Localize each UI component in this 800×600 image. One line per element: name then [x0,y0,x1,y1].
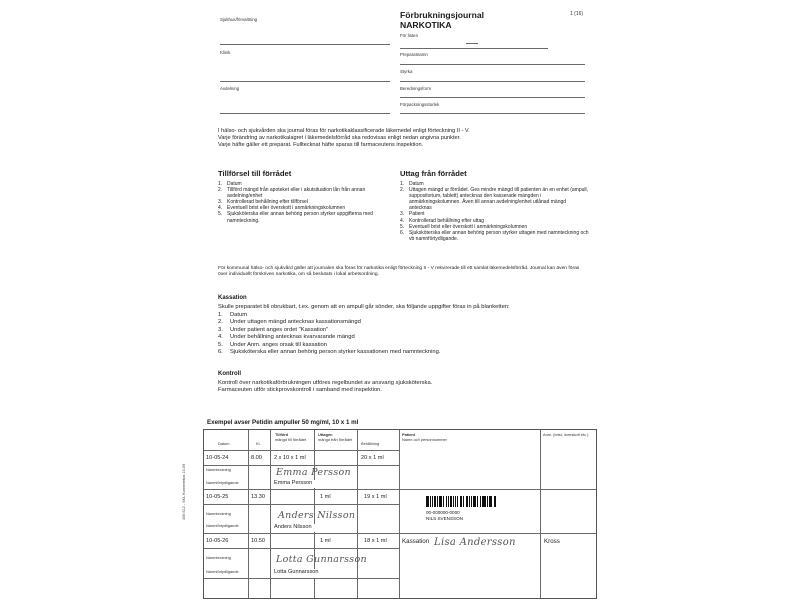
row3-signature: Lotta Gunnarsson [276,554,367,565]
barcode-bar [477,496,478,507]
field-line-beredningsform [400,97,585,98]
list-item: 5. Sjuksköterska eller annan behörig person styrker uppgifterna med namnteckning. [218,211,376,223]
col-divider [540,430,541,598]
row2-fort-label: Namnförtydligande [206,523,239,528]
list-item: 4. Under behållning antecknas kvarvarande mängd [218,334,588,341]
side-code: 406 612 - SKL Kommentus 10-09 [182,463,186,520]
list-item: 2. Under uttagen mängd antecknas kassationsmängd [218,319,588,326]
barcode-bar [437,496,438,507]
field-line-forpackning [400,113,585,114]
list-item: 6. Sjuksköterska eller annan behörig person styrker uttagen med namnteckning och vb namnförtydligande. [400,230,590,242]
list-item: 5. Eventuell brist eller överskott i anmärkningskolumnen [400,224,590,230]
kontroll-heading: Kontroll [218,371,241,377]
col-divider [357,430,358,598]
list-item: 3. Patient [400,211,590,217]
barcode-number: 00-000000-0000 [426,510,460,515]
row3-patient: Kassation [402,538,430,545]
row-divider [399,533,596,534]
row-divider [204,548,399,549]
barcode-bar [461,496,462,507]
row1-signature: Emma Persson [276,467,351,478]
barcode-bar [495,496,496,507]
col-header-uttagen [318,433,356,442]
barcode-bar [482,496,483,507]
field-line-styrka [400,81,585,82]
col-header-patient-1: Patient [402,432,415,437]
row2-uttagen: 1 ml [320,494,331,500]
row2-namn-label: Namnteckning [206,511,231,516]
barcode-bar [475,496,476,507]
row1-kl: 8.00 [251,455,262,461]
row2-fortydligande: Anders Nilsson [274,524,312,530]
barcode-bar [441,496,442,507]
row3-uttagen: 1 ml [320,538,331,544]
field-line-avdelning [220,113,390,114]
field-line-sjukhus [220,44,390,45]
example-heading: Exempel avser Petidin ampuller 50 mg/ml, 10 x 1 ml [207,419,359,426]
col-header-datum: Datum [218,441,230,446]
field-label-beredningsform: Beredningsform [400,86,431,91]
barcode-bar [450,496,452,507]
kontroll-line: Farmaceuten utför stickprovskontroll i samband med inspektion. [218,387,382,394]
field-label-sjukhus: Sjukhus/förvaltning [220,17,258,22]
col-header-patient-2: Namn och personnummer [402,436,447,442]
list-item: 2. Tillförd mängd från apoteket eller i akutsituation lån från annan avdelning/enhet [218,187,376,199]
col-divider [314,578,315,598]
barcode-bar [457,496,458,507]
intro-text [218,128,593,150]
form-subtitle: NARKOTIKA [400,20,452,30]
col-header-uttagen-2: mängd från förrådet [318,436,353,442]
barcode-bar [489,496,490,507]
list-item: 4. Kontrollerad behållning efter uttag [400,218,590,224]
field-line-listen [400,48,548,49]
row2-datum: 10-05-25 [206,494,229,500]
intro-line: Varje häfte gäller ett preparat. Fulltecknat häfte sparas till farmaceutens inspektion. [218,142,424,149]
list-item: 1. Datum [400,181,590,187]
kassation-heading: Kassation [218,295,247,301]
journal-form [182,0,600,600]
barcode-bar [490,496,491,507]
col-divider [270,430,271,598]
field-label-forpackning: Förpackningsstorlek [400,102,440,107]
barcode-bar [471,496,472,507]
row3-kl: 10.50 [251,538,265,544]
tillforsel-heading: Tillförsel till förrådet [218,169,292,178]
intro-line: I hälso- och sjukvården ska journal föras för narkotikaklassificerade läkemedel enligt förteckning II - V. [218,128,470,134]
row2-behallning: 19 x 1 ml [364,494,387,500]
field-line-preparatnamn [400,64,585,65]
kassation-signature: Lisa Andersson [434,537,516,548]
form-title: Förbrukningsjournal [400,10,485,20]
tillforsel-list [218,181,376,224]
row-divider [399,489,596,490]
page-number: 1 (16) [570,11,584,17]
field-label-avdelning: Avdelning [220,86,240,91]
kontroll-line: Kontroll över narkotikaförbrukningen utföres regelbundet av ansvarig sjuksköterska. [218,380,433,386]
barcode-bar [427,496,428,507]
row-divider [204,450,399,451]
col-header-uttagen-1: Uttagen [318,432,333,437]
field-label-klinik: Klinik [220,50,231,55]
row2-signature: Anders Nilsson [278,510,356,521]
row3-fort-label: Namnförtydligande [206,569,239,574]
uttag-list [400,181,590,242]
row3-namn-label: Namnteckning [206,555,231,560]
field-label-styrka: Styrka [400,69,413,74]
list-item: 2. Uttagen mängd ur förrådet. Ges mindre mängd till patienten än en enhet (ampull, suppositorium, tablett) antecknas den kasserade mängden i anmärkningskolumnen. Även till annan avdelning/enhet utlånad mängd antecknas [400,187,590,211]
row1-behallning: 20 x 1 ml [361,455,384,461]
example-table [203,429,597,599]
barcode-bar [430,496,431,507]
row-divider [204,578,399,579]
barcode-bar [469,496,470,507]
row-divider [204,465,399,466]
row3-anm: Kross [544,538,560,545]
barcode-name: NILS SVENSSON [426,516,464,521]
barcode-bar [443,496,444,507]
row-divider [204,504,399,505]
kontroll-text [218,380,593,395]
kassation-intro: Skulle preparatet bli obrukbart, t.ex. genom att en ampull går sönder, ska följande uppgifter föras in på blanketten: [218,304,510,310]
field-line-klinik [220,81,390,82]
barcode-bar [455,496,456,507]
row3-fortydligande: Lotta Gunnarsson [274,569,319,575]
row3-datum: 10-05-26 [206,538,229,544]
list-item: 1. Datum [218,312,588,319]
barcode-bar [434,496,436,507]
row1-tillford: 2 x 10 x 1 ml [274,455,306,461]
row1-fortydligande: Emma Persson [274,480,313,486]
barcode-bar [463,496,464,507]
list-item: 4. Eventuell brist eller överskott i anmärkningskolumnen [218,205,376,211]
col-header-anm: Anm. (brist, överskott etc.) [543,432,589,437]
field-label-preparatnamn: Preparatnamn [400,52,428,57]
col-header-patient [402,433,447,442]
col-header-behallning: Behållning [361,441,380,446]
dash-mark [466,43,478,44]
col-divider [248,430,249,598]
row1-fort-label: Namnförtydligande [206,480,239,485]
intro-line: Varje förändring av narkotikalagret i läkemedelsförråd ska redovisas enligt nedan angivna punkter. [218,135,461,142]
row2-kl: 13.30 [251,494,265,500]
list-item: 5. Under Anm. anges orsak till kassation [218,342,588,349]
row-divider [204,489,399,490]
list-item: 6. Sjuksköterska eller annan behörig person styrker kassationen med namnteckning. [218,349,588,356]
kommunal-text: För kommunal hälso- och sjukvård gäller att journalen ska föras för narkotika enligt förteckning II - V rekvirerade till ett samlat läkemedelsförråd. Journal kan även föras över individuellt förskriven narkotika, om så beslutats i lokal arbetsordning. [218,266,580,278]
row1-datum: 10-05-24 [206,455,229,461]
kassation-list [218,312,588,356]
barcode-bar [483,496,485,507]
col-header-tillford-2: mängd till förrådet [275,436,307,442]
row3-behallning: 18 x 1 ml [364,538,387,544]
col-divider [399,430,400,598]
list-item: 1. Datum [218,181,376,187]
col-header-tillford-1: Tillförd [275,432,289,437]
col-header-kl: Kl. [256,441,261,446]
barcode-bar [448,496,449,507]
uttag-heading: Uttag från förrådet [400,169,467,178]
row-divider [204,533,399,534]
patient-barcode [426,496,497,507]
row1-namn-label: Namnteckning [206,467,231,472]
col-header-tillford [275,433,313,442]
list-item: 3. Kontrollerad behållning efter tillförsel [218,199,376,205]
list-item: 3. Under patient anges ordet "Kassation" [218,327,588,334]
for-listen-label: För listen [400,33,419,38]
